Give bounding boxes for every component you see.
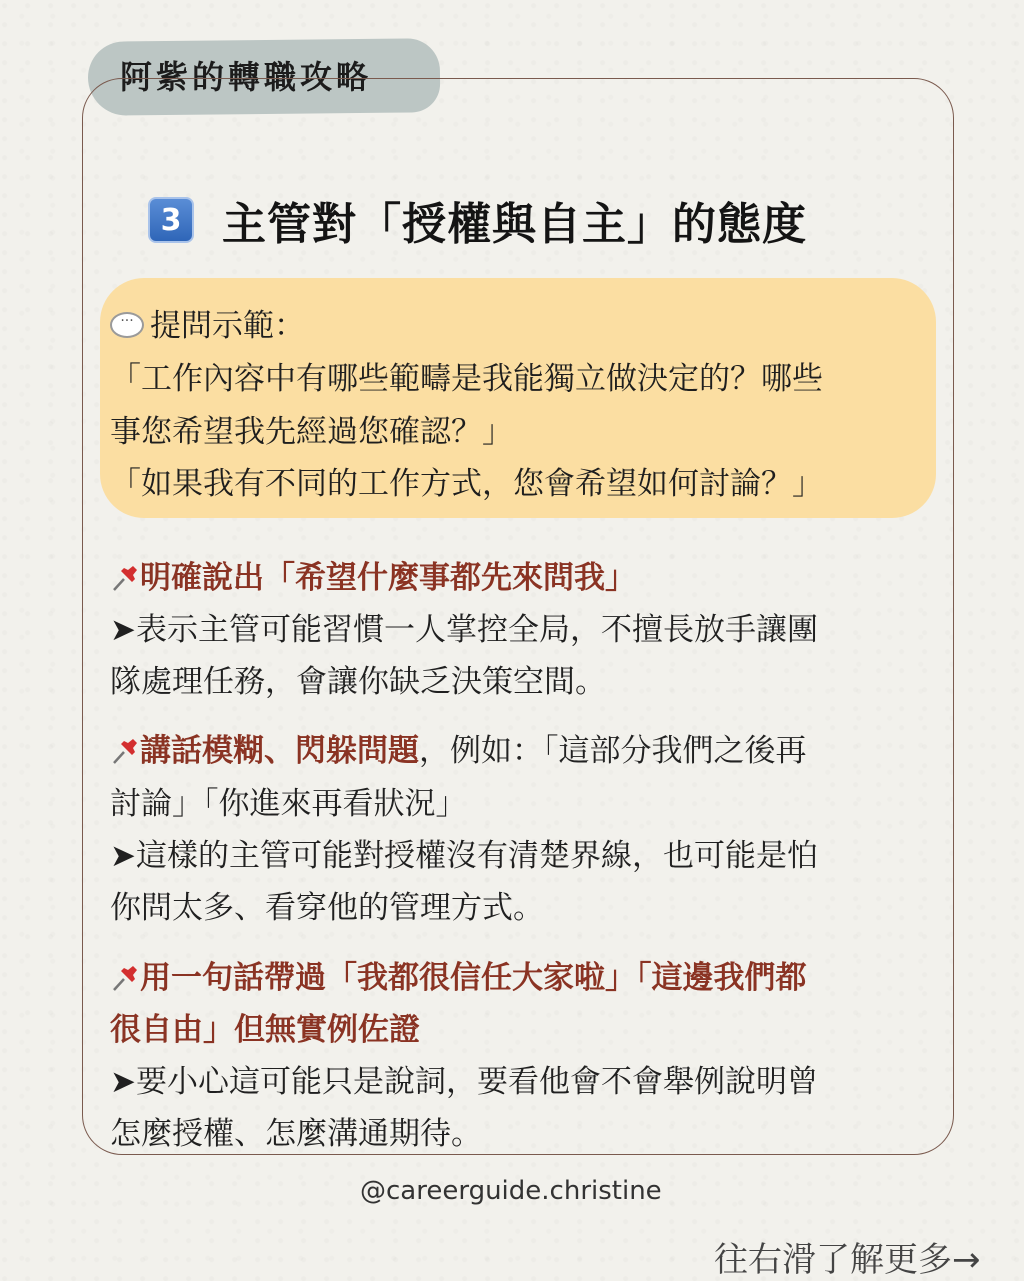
question-line: 事您希望我先經過您確認？」 <box>110 414 513 450</box>
pushpin-icon <box>110 736 140 766</box>
question-label: 提問示範： <box>150 308 305 344</box>
question-line: 「工作內容中有哪些範疇是我能獨立做決定的？哪些 <box>110 361 823 397</box>
pushpin-icon <box>110 563 140 593</box>
warning-item-title: 用一句話帶過「我都很信任大家啦」「這邊我們都 <box>110 952 807 997</box>
item-body-line: ➤這樣的主管可能對授權沒有清楚界線，也可能是怕 <box>110 838 818 874</box>
question-label-row <box>110 300 305 345</box>
item-body-line: 你問太多、看穿他的管理方式。 <box>110 890 544 926</box>
warning-item-title-line: 很自由」但無實例佐證 <box>110 1012 420 1048</box>
item-body-line: 怎麼授權、怎麼溝通期待。 <box>110 1116 482 1152</box>
item-body-line: 隊處理任務，會讓你缺乏決策空間。 <box>110 664 606 700</box>
swipe-hint: 往右滑了解更多→ <box>714 1240 981 1280</box>
author-handle: @careerguide.christine <box>360 1176 662 1206</box>
item-body-line: ➤表示主管可能習慣一人掌控全局，不擅長放手讓團 <box>110 612 818 648</box>
pushpin-icon <box>110 963 140 993</box>
keycap-3-icon: 3 <box>148 197 194 243</box>
warning-item-title: 講話模糊、閃躲問題，例如：「這部分我們之後再 <box>110 725 807 770</box>
page-title: 主管對「授權與自主」的態度 <box>222 199 807 250</box>
question-line: 「如果我有不同的工作方式，您會希望如何討論？」 <box>110 466 823 502</box>
warning-item-title: 明確說出「希望什麼事都先來問我」 <box>110 552 636 597</box>
tab-label: 阿紫的轉職攻略 <box>120 58 373 96</box>
item-title-continuation: 討論」「你進來再看狀況」 <box>110 786 467 822</box>
speech-bubble-icon: ··· <box>110 312 144 338</box>
section-heading <box>148 190 807 250</box>
item-body-line: ➤要小心這可能只是說詞，要看他會不會舉例說明曾 <box>110 1064 818 1100</box>
